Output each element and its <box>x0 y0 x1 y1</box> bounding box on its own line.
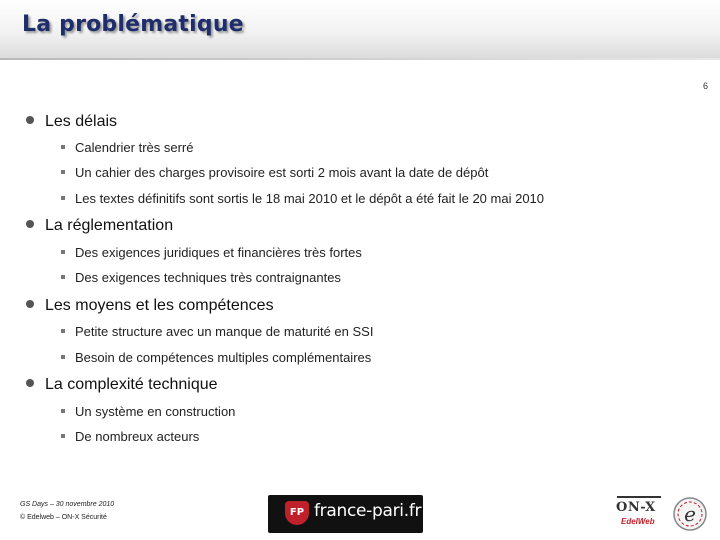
bullet-dot-icon <box>26 300 34 308</box>
list-item <box>61 324 373 339</box>
bullet-dot-icon <box>26 379 34 387</box>
list-item-text: Un cahier des charges provisoire est sorti 2 mois avant la date de dépôt <box>75 165 489 180</box>
list-item <box>61 191 544 206</box>
list-item-text: Des exigences techniques très contraignantes <box>75 270 341 285</box>
list-item <box>61 245 362 260</box>
section-heading-text: Les moyens et les compétences <box>45 297 274 314</box>
slide-title: La problématique <box>22 12 244 37</box>
france-pari-wordmark: france-pari.fr <box>314 501 422 521</box>
list-item-text: Besoin de compétences multiples complémentaires <box>75 350 372 365</box>
edelweb-label: EdelWeb <box>621 517 655 526</box>
section-heading-text: La complexité technique <box>45 376 218 393</box>
square-bullet-icon <box>61 196 65 200</box>
list-item <box>61 404 235 419</box>
square-bullet-icon <box>61 434 65 438</box>
section-heading-text: La réglementation <box>45 217 174 234</box>
onx-logo-bar <box>617 496 661 498</box>
section-heading <box>26 297 274 315</box>
page-number: 6 <box>702 81 708 91</box>
footer-copyright: © Edelweb – ON-X Sécurité <box>20 514 107 521</box>
square-bullet-icon <box>61 275 65 279</box>
list-item <box>61 140 194 155</box>
list-item <box>61 165 488 180</box>
section-heading-text: Les délais <box>45 113 118 130</box>
footer-info <box>20 498 114 524</box>
square-bullet-icon <box>61 355 65 359</box>
list-item-text: Petite structure avec un manque de maturité en SSI <box>75 324 374 339</box>
list-item-text: Un système en construction <box>75 404 236 419</box>
list-item-text: Calendrier très serré <box>75 140 194 155</box>
list-item <box>61 270 341 285</box>
bullet-dot-icon <box>26 220 34 228</box>
bullet-dot-icon <box>26 116 34 124</box>
section-heading <box>26 217 173 235</box>
onx-logo: ON-X <box>616 500 656 515</box>
list-item-text: Des exigences juridiques et financières très fortes <box>75 245 362 260</box>
list-item-text: De nombreux acteurs <box>75 429 200 444</box>
section-heading <box>26 376 218 394</box>
footer-event: GS Days – 30 novembre 2010 <box>20 501 115 508</box>
list-item-text: Les textes définitifs sont sortis le 18 mai 2010 et le dépôt a été fait le 20 mai 2010 <box>75 191 545 206</box>
france-pari-logo <box>268 495 423 533</box>
section-heading <box>26 113 117 131</box>
square-bullet-icon <box>61 170 65 174</box>
fp-badge-icon: FP <box>285 501 309 525</box>
square-bullet-icon <box>61 145 65 149</box>
list-item <box>61 429 199 444</box>
square-bullet-icon <box>61 409 65 413</box>
svg-text:e: e <box>684 502 696 526</box>
edelweb-e-logo-icon <box>672 496 708 532</box>
square-bullet-icon <box>61 329 65 333</box>
square-bullet-icon <box>61 250 65 254</box>
title-divider <box>0 58 720 60</box>
list-item <box>61 350 371 365</box>
